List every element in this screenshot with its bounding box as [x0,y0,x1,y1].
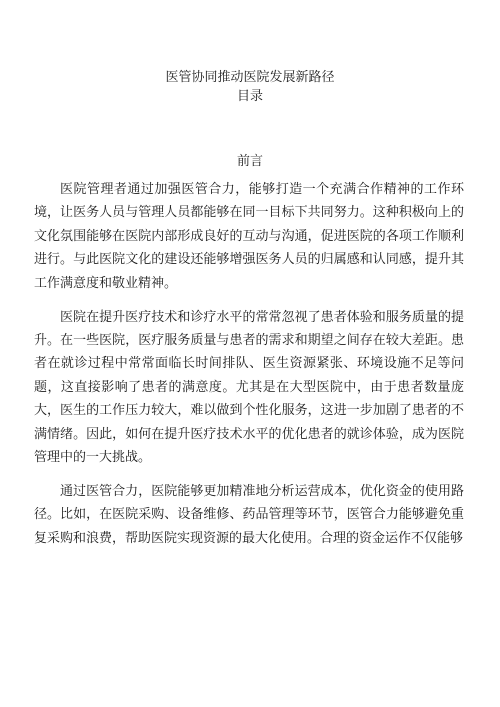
title-block [0,68,500,106]
section-heading-preface: 前言 [236,154,263,169]
body-text [34,178,464,561]
paragraph-2: 医院在提升医疗技术和诊疗水平的常常忽视了患者体验和服务质量的提升。在一些医院，医疗服务质量与患者的需求和期望之间存在较大差距。患者在就诊过程中常常面临长时间排队、医生资源紧张、环境设施不足等问题，这直接影响了患者的满意度。尤其是在大型医院中，由于患者数量庞大，医生的工作压力较大，难以做到个性化服务，这进一步加剧了患者的不满情绪。因此，如何在提升医疗技术水平的优化患者的就诊体验，成为医院管理中的一大挑战。 [34,309,464,465]
table-of-contents-label: 目录 [236,89,263,104]
document-title: 医管协同推动医院发展新路径 [165,70,335,85]
paragraph-3: 通过医管合力，医院能够更加精准地分析运营成本，优化资金的使用路径。比如，在医院采购、设备维修、药品管理等环节，医管合力能够避免重复采购和浪费，帮助医院实现资源的最大化使用。合理的资金运作不仅能够 [34,483,464,546]
paragraph-1: 医院管理者通过加强医管合力，能够打造一个充满合作精神的工作环境，让医务人员与管理人员都能够在同一目标下共同努力。这种积极向上的文化氛围能够在医院内部形成良好的互动与沟通，促进医院的各项工作顺利进行。与此医院文化的建设还能够增强医务人员的归属感和认同感，提升其工作满意度和敬业精神。 [34,182,464,291]
